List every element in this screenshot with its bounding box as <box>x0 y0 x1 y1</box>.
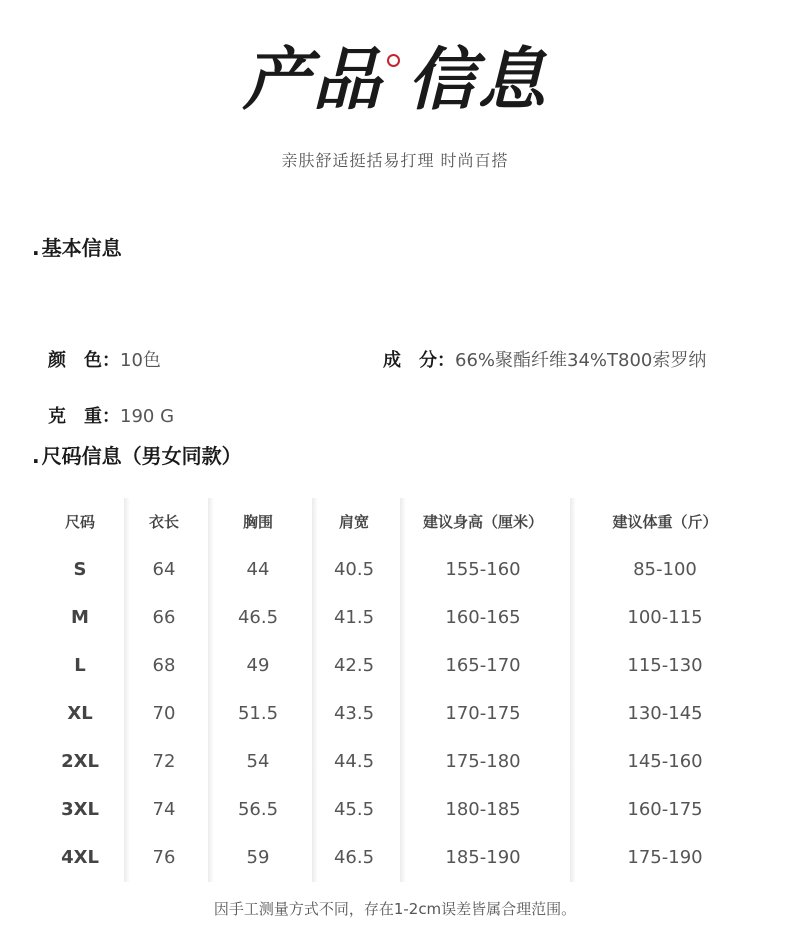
color-row <box>48 346 161 372</box>
table-cell: 175-190 <box>627 847 703 868</box>
table-cell: 180-185 <box>445 799 521 820</box>
table-cell: 74 <box>152 799 176 820</box>
composition-row <box>383 346 706 372</box>
composition-label: 成 分 <box>383 350 437 371</box>
table-cell: 2XL <box>61 751 99 772</box>
table-cell: L <box>74 655 86 676</box>
footnote: 因手工测量方式不同，存在1-2cm误差皆属合理范围。 <box>213 900 577 918</box>
table-cell: 72 <box>152 751 176 772</box>
column-header: 尺码 <box>64 513 95 531</box>
table-cell: 3XL <box>61 799 99 820</box>
bullet-dot-icon: . <box>32 444 40 468</box>
table-cell: 145-160 <box>627 751 703 772</box>
table-cell: 165-170 <box>445 655 521 676</box>
table-cell: 56.5 <box>237 799 279 820</box>
table-cell: 85-100 <box>633 559 697 580</box>
column-header: 胸围 <box>242 513 273 531</box>
weight-label: 克 重 <box>48 406 102 427</box>
table-cell: 44 <box>246 559 270 580</box>
table-cell: 46.5 <box>333 847 375 868</box>
height-column <box>400 498 566 882</box>
table-cell: S <box>73 559 87 580</box>
colon: ： <box>102 350 120 371</box>
size-info-heading-text: 尺码信息（男女同款） <box>41 444 242 468</box>
table-cell: 160-165 <box>445 607 521 628</box>
table-cell: 130-145 <box>627 703 703 724</box>
table-cell: M <box>71 607 89 628</box>
table-cell: 4XL <box>61 847 99 868</box>
table-cell: 54 <box>246 751 270 772</box>
column-header: 肩宽 <box>338 513 369 531</box>
table-cell: 43.5 <box>333 703 375 724</box>
weight-column <box>570 498 760 882</box>
table-cell: 64 <box>152 559 176 580</box>
basic-info-heading <box>32 232 122 261</box>
table-cell: 42.5 <box>333 655 375 676</box>
table-cell: XL <box>67 703 93 724</box>
column-header: 建议身高（厘米） <box>422 513 543 531</box>
table-cell: 68 <box>152 655 176 676</box>
table-cell: 66 <box>152 607 176 628</box>
table-cell: 170-175 <box>445 703 521 724</box>
table-cell: 49 <box>246 655 270 676</box>
shoulder-column <box>312 498 396 882</box>
table-cell: 185-190 <box>445 847 521 868</box>
title-part-1: 产品 <box>242 40 383 120</box>
weight-value: 190 G <box>120 406 175 427</box>
basic-info-heading-text: 基本信息 <box>41 236 122 260</box>
chest-column <box>208 498 308 882</box>
table-cell: 51.5 <box>237 703 279 724</box>
column-header: 建议体重（斤） <box>612 513 718 531</box>
bullet-dot-icon: . <box>32 236 40 260</box>
table-cell: 40.5 <box>333 559 375 580</box>
table-cell: 175-180 <box>445 751 521 772</box>
color-label: 颜 色 <box>48 350 102 371</box>
table-cell: 59 <box>246 847 270 868</box>
title-part-2: 信息 <box>407 40 548 120</box>
size-column <box>40 498 120 882</box>
table-cell: 70 <box>152 703 176 724</box>
column-header: 衣长 <box>148 513 179 531</box>
page-title <box>0 30 790 130</box>
color-value: 10色 <box>120 350 161 371</box>
colon: ： <box>437 350 455 371</box>
table-cell: 100-115 <box>627 607 703 628</box>
title-dot-icon <box>387 54 400 67</box>
composition-value: 66%聚酯纤维34%T800索罗纳 <box>455 350 707 371</box>
table-cell: 44.5 <box>333 751 375 772</box>
colon: ： <box>102 406 120 427</box>
size-info-heading <box>32 440 242 469</box>
table-cell: 41.5 <box>333 607 375 628</box>
weight-row <box>48 402 174 428</box>
length-column <box>124 498 204 882</box>
table-cell: 76 <box>152 847 176 868</box>
table-cell: 115-130 <box>627 655 703 676</box>
table-cell: 155-160 <box>445 559 521 580</box>
table-cell: 160-175 <box>627 799 703 820</box>
table-cell: 45.5 <box>333 799 375 820</box>
subtitle: 亲肤舒适挺括易打理 时尚百搭 <box>281 151 509 170</box>
table-cell: 46.5 <box>237 607 279 628</box>
